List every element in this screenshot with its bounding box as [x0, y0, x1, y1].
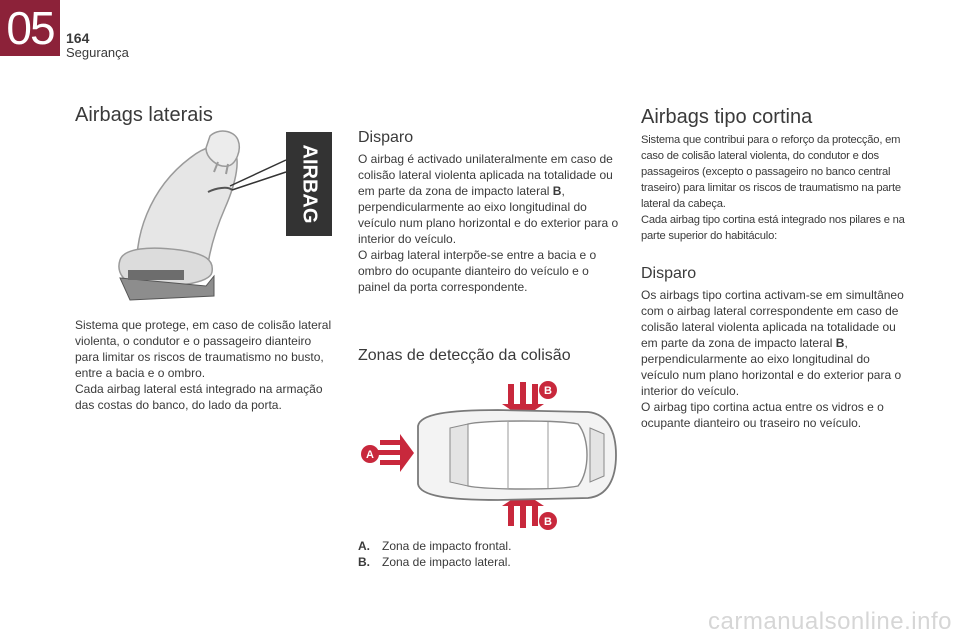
impact-arrows-front — [378, 434, 414, 472]
curtain-zone-b: B — [835, 336, 845, 350]
deployment-text — [358, 151, 622, 295]
curtain-airbags-title: Airbags tipo cortina — [641, 106, 813, 128]
legend-row — [358, 538, 511, 554]
marker-b-bottom-label: B — [544, 516, 552, 528]
curtain-deployment-text-part: , perpendicularmente ao eixo longitudinal do veículo num plano horizontal e do exterior para o interior do veículo. — [641, 336, 902, 398]
side-airbags-title: Airbags laterais — [75, 104, 213, 126]
deployment-zone-b: B — [552, 184, 562, 198]
detection-legend — [358, 538, 511, 570]
chapter-tab: 05 — [0, 0, 60, 56]
deployment-text-part: O airbag é activado unilateralmente em caso de colisão lateral violenta aplicada na totalidade ou em parte da zona de impacto lateral — [358, 152, 613, 198]
legend-row — [358, 554, 511, 570]
curtain-deployment-title: Disparo — [641, 265, 697, 282]
deployment-text-part: , perpendicularmente ao eixo longitudinal do veículo num plano horizontal e do exterior para o interior do veículo. — [358, 184, 619, 246]
watermark: carmanualsonline.info — [708, 608, 952, 635]
rear-window — [590, 428, 604, 482]
deployment-paragraph: O airbag lateral interpõe-se entre a bacia e o ombro do ocupante dianteiro do veículo e o painel da porta correspondente. — [358, 248, 597, 294]
side-airbags-paragraph: Cada airbag lateral está integrado na armação das costas do banco, do lado da porta. — [75, 382, 323, 412]
car-impact-diagram — [358, 378, 620, 532]
curtain-deployment-text-part: Os airbags tipo cortina activam-se em simultâneo com o airbag lateral correspondente em caso de colisão lateral violenta aplicada na totalidade ou em parte da zona de impacto lateral — [641, 288, 904, 350]
curtain-airbags-text — [641, 132, 907, 244]
legend-text: Zona de impacto frontal. — [382, 539, 512, 553]
marker-a-label: A — [366, 449, 374, 461]
seat-rail — [128, 270, 184, 280]
side-airbags-paragraph: Sistema que protege, em caso de colisão lateral violenta, o condutor e o passageiro dianteiro para limitar os riscos de traumatismo no busto, entre a bacia e o ombro. — [75, 318, 332, 380]
page-number: 164 — [66, 30, 90, 46]
curtain-deployment-paragraph — [641, 287, 905, 399]
legend-text: Zona de impacto lateral. — [382, 555, 511, 569]
curtain-airbags-paragraph: Sistema que contribui para o reforço da protecção, em caso de colisão lateral violenta, do condutor e dos passageiros (excepto o passageiro no banco central traseiro) para limitar os riscos de traumatismo na parte lateral da cabeça. — [641, 134, 901, 210]
windshield — [450, 424, 468, 486]
seat-airbag-illustration — [110, 128, 340, 308]
airbag-tag-label: AIRBAG — [298, 144, 321, 224]
side-airbags-text — [75, 317, 337, 413]
deployment-title: Disparo — [358, 129, 414, 146]
legend-key: B. — [358, 555, 370, 569]
curtain-deployment-text — [641, 287, 905, 431]
deployment-paragraph — [358, 151, 622, 247]
marker-b-top-label: B — [544, 385, 552, 397]
detection-zones-title: Zonas de detecção da colisão — [358, 347, 571, 364]
legend-key: A. — [358, 539, 370, 553]
section-name: Segurança — [66, 45, 129, 60]
curtain-deployment-paragraph: O airbag tipo cortina actua entre os vidros e o ocupante dianteiro ou traseiro no veículo. — [641, 400, 884, 430]
curtain-airbags-paragraph: Cada airbag tipo cortina está integrado nos pilares e na parte superior do habitáculo: — [641, 214, 905, 242]
car-roof — [461, 421, 588, 489]
